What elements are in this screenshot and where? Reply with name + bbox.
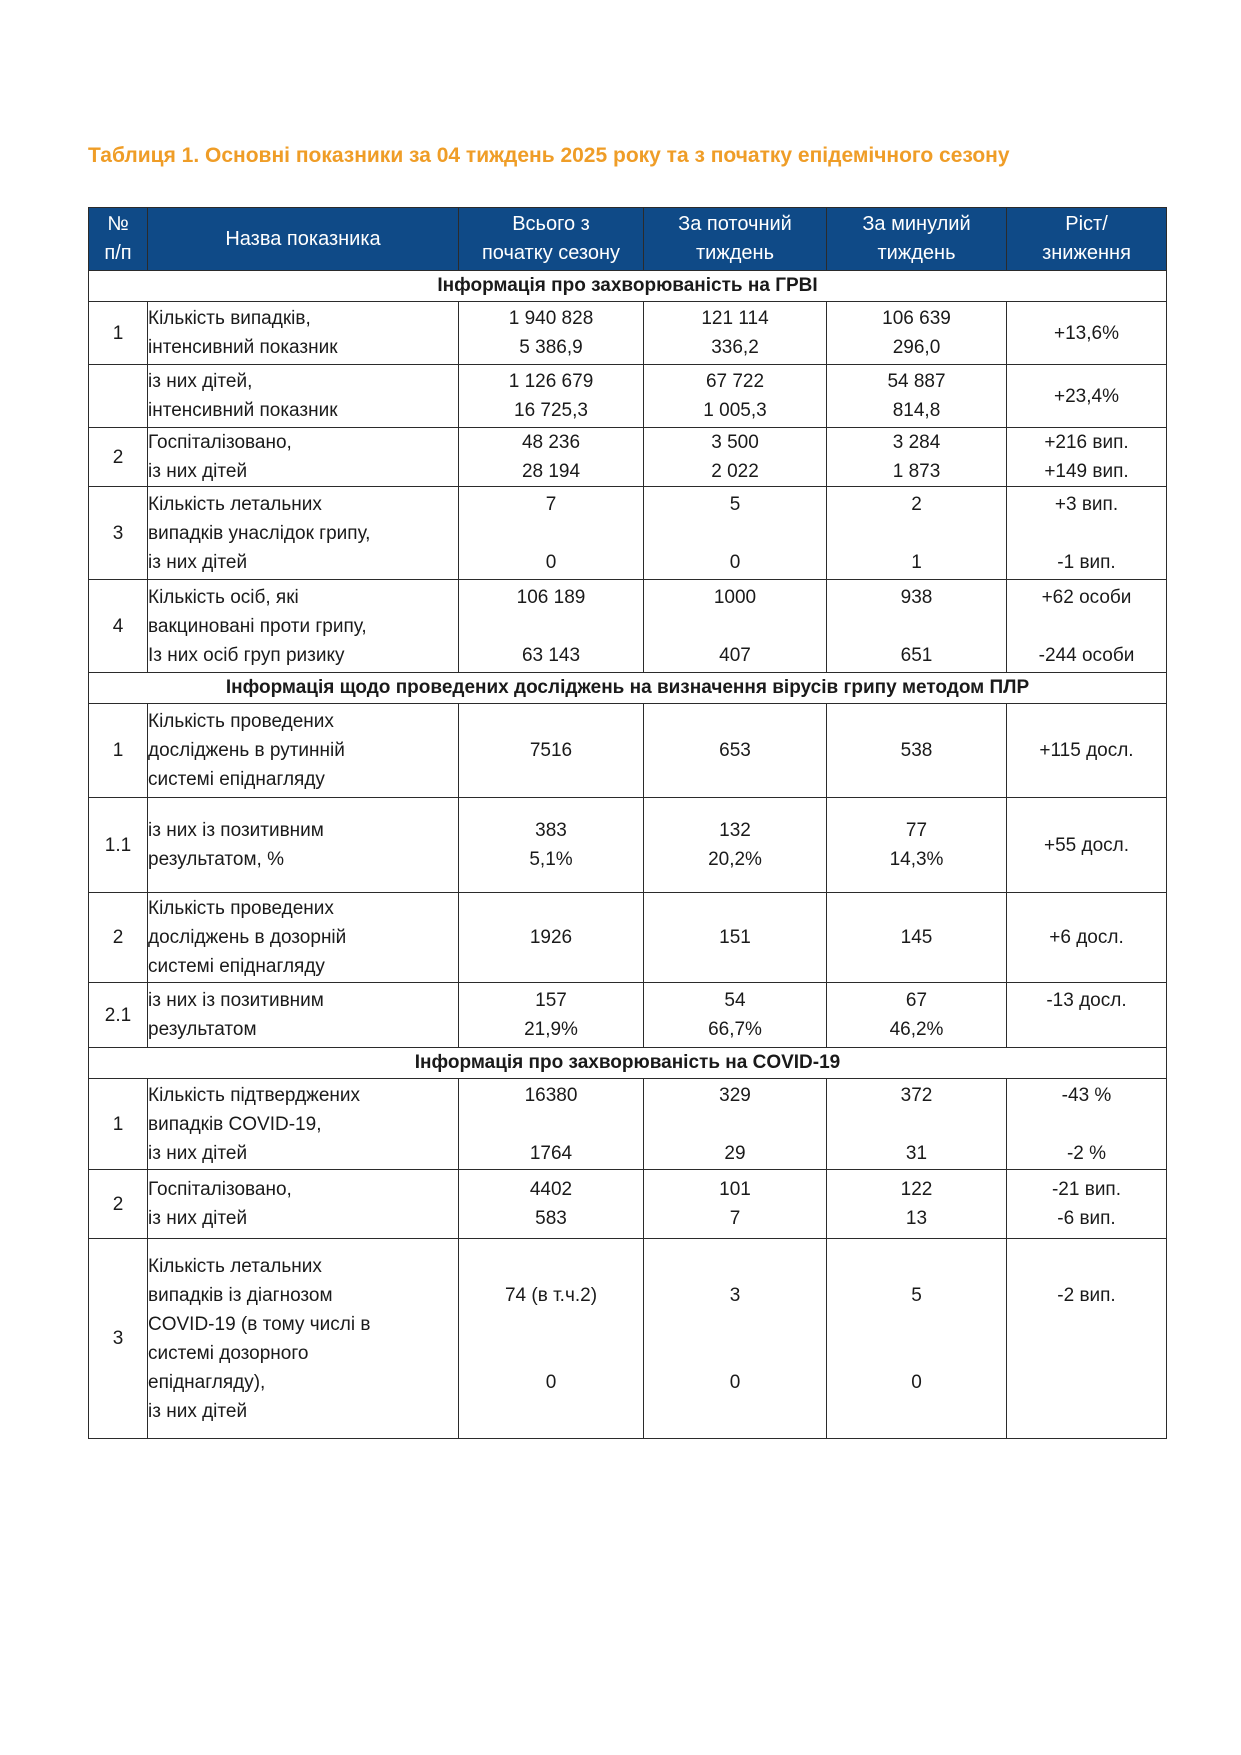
cell-line: 1 126 679 [508, 371, 594, 392]
indicator-name-cell [148, 487, 459, 580]
cell-line: 54 [724, 990, 746, 1011]
cell-line: 106 639 [882, 308, 951, 329]
cell-line: Кількість проведених [148, 711, 334, 732]
cell-line [644, 1310, 826, 1339]
table-row [89, 704, 1167, 798]
cell-line: 13 [905, 1208, 928, 1229]
row-number-cell [89, 798, 148, 893]
cell-line: 3 [112, 1328, 124, 1349]
column-header [827, 208, 1007, 271]
indicator-name-cell [148, 365, 459, 428]
row-number-cell [89, 893, 148, 983]
cell-line [89, 382, 147, 411]
cell-line: 28 194 [521, 461, 581, 482]
row-number-cell [89, 704, 148, 798]
cell-line: 651 [900, 644, 933, 666]
cell-line: 5 386,9 [519, 337, 583, 358]
cell-line: 0 [545, 551, 557, 573]
cell-line: 7516 [529, 740, 573, 761]
cell-line: 48 236 [521, 432, 581, 453]
column-header [644, 208, 827, 271]
cell-line: 296,0 [892, 337, 941, 358]
section-header-row [89, 1048, 1167, 1079]
column-header [89, 208, 148, 271]
cell-line: +3 вип. [1054, 493, 1119, 515]
change-cell [1007, 704, 1167, 798]
change-cell [1007, 798, 1167, 893]
cell-line: випадків унаслідок грипу, [148, 522, 371, 544]
cell-line: 4402 [529, 1179, 573, 1200]
cell-line: 1 [112, 740, 124, 761]
cell-line: 16380 [524, 1084, 578, 1106]
cell-line: 74 (в т.ч.2) [504, 1284, 598, 1306]
previous-week-cell [827, 365, 1007, 428]
cell-line: 1.1 [104, 834, 132, 856]
cell-line: 106 189 [516, 586, 586, 608]
cell-line: 5,1% [529, 849, 573, 870]
previous-week-cell [827, 704, 1007, 798]
cell-line: 2 022 [711, 461, 759, 482]
cell-line: 336,2 [711, 337, 759, 358]
cell-line: -6 вип. [1057, 1208, 1116, 1229]
indicator-name-cell [148, 798, 459, 893]
cell-line: 101 [719, 1179, 751, 1200]
cell-line: 1 [911, 551, 922, 573]
current-week-cell [644, 365, 827, 428]
total-season-cell [459, 1239, 644, 1439]
cell-line: 0 [729, 1371, 741, 1393]
section-title: Інформація про захворюваність на ГРВІ [89, 271, 1167, 302]
cell-line [827, 1339, 1006, 1368]
cell-line: із них дітей, [148, 371, 253, 392]
cell-line: тиждень [877, 242, 956, 264]
previous-week-cell [827, 1239, 1007, 1439]
current-week-cell [644, 487, 827, 580]
cell-line: 583 [535, 1208, 567, 1229]
cell-line: 31 [905, 1142, 928, 1164]
current-week-cell [644, 428, 827, 487]
cell-line: зниження [1042, 242, 1131, 264]
previous-week-cell [827, 893, 1007, 983]
cell-line: 67 [905, 990, 928, 1011]
cell-line: тиждень [696, 242, 774, 264]
cell-line: із них дітей [148, 461, 248, 482]
cell-line: випадків із діагнозом [148, 1284, 333, 1306]
current-week-cell [644, 798, 827, 893]
total-season-cell [459, 365, 644, 428]
change-cell [1007, 428, 1167, 487]
cell-line: 66,7% [708, 1019, 762, 1040]
cell-line: 1764 [529, 1142, 573, 1164]
total-season-cell [459, 983, 644, 1048]
cell-line: Госпіталізовано, [148, 432, 292, 453]
cell-line: Кількість летальних [148, 1255, 322, 1277]
cell-line: Назва показника [225, 227, 381, 250]
cell-line: 5 [911, 1284, 922, 1306]
cell-line [1007, 1339, 1166, 1368]
current-week-cell [644, 893, 827, 983]
current-week-cell [644, 1239, 827, 1439]
previous-week-cell [827, 580, 1007, 673]
cell-line: 4 [112, 615, 124, 637]
previous-week-cell [827, 798, 1007, 893]
change-cell [1007, 1170, 1167, 1239]
table-title: Таблиця 1. Основні показники за 04 тиждень 2025 року та з початку епідемічного сезону [88, 144, 1010, 167]
cell-line: 46,2% [889, 1019, 944, 1040]
indicator-name-cell [148, 302, 459, 365]
cell-line: 1 [112, 1113, 124, 1135]
cell-line: 0 [545, 1371, 557, 1393]
cell-line: 1926 [529, 927, 573, 948]
cell-line: 0 [729, 551, 741, 573]
row-number-cell [89, 580, 148, 673]
cell-line: -1 вип. [1057, 551, 1116, 573]
cell-line: 157 [535, 990, 567, 1011]
cell-line: із них із позитивним [148, 820, 324, 841]
cell-line [644, 1397, 826, 1426]
cell-line [1007, 1310, 1166, 1339]
cell-line: 20,2% [708, 849, 762, 870]
change-cell [1007, 893, 1167, 983]
current-week-cell [644, 302, 827, 365]
cell-line: +55 досл. [1043, 834, 1130, 856]
cell-line: 329 [719, 1084, 751, 1106]
change-cell [1007, 365, 1167, 428]
table-row [89, 487, 1167, 580]
section-title: Інформація про захворюваність на COVID-19 [89, 1048, 1167, 1079]
cell-line: Кількість підтверджених [148, 1084, 361, 1106]
cell-line: 54 887 [887, 371, 946, 392]
cell-line: +23,4% [1054, 385, 1119, 407]
cell-line: 2 [112, 1193, 124, 1215]
cell-line [459, 1397, 643, 1426]
previous-week-cell [827, 302, 1007, 365]
cell-line: 407 [719, 644, 751, 666]
indicator-name-cell [148, 893, 459, 983]
cell-line: із них дітей [148, 1400, 248, 1422]
total-season-cell [459, 1170, 644, 1239]
cell-line [827, 1252, 1006, 1281]
cell-line: 132 [719, 820, 751, 841]
current-week-cell [644, 983, 827, 1048]
table-row [89, 798, 1167, 893]
table-row [89, 580, 1167, 673]
cell-line: 16 725,3 [514, 400, 588, 421]
cell-line: Кількість осіб, які [148, 586, 299, 608]
previous-week-cell [827, 428, 1007, 487]
previous-week-cell [827, 1170, 1007, 1239]
cell-line: 67 722 [705, 371, 765, 392]
cell-line [644, 612, 826, 641]
cell-line: COVID-19 (в тому числі в [148, 1313, 371, 1335]
row-number-cell [89, 1079, 148, 1170]
row-number-cell [89, 983, 148, 1048]
cell-line: системі епіднагляду [148, 956, 325, 977]
total-season-cell [459, 428, 644, 487]
table-row [89, 893, 1167, 983]
column-header [459, 208, 644, 271]
cell-line: 2 [911, 493, 922, 515]
table-row [89, 1170, 1167, 1239]
current-week-cell [644, 1079, 827, 1170]
cell-line: 7 [545, 493, 557, 515]
row-number-cell [89, 1170, 148, 1239]
cell-line: системі епіднагляду [148, 769, 325, 790]
total-season-cell [459, 580, 644, 673]
cell-line: 3 284 [892, 432, 941, 453]
cell-line [1007, 1368, 1166, 1397]
cell-line: -2 вип. [1057, 1284, 1116, 1306]
cell-line [1007, 1110, 1166, 1139]
cell-line: -43 % [1061, 1084, 1112, 1106]
cell-line: За поточний [678, 213, 792, 235]
change-cell [1007, 1239, 1167, 1439]
indicators-table [88, 207, 1167, 1439]
cell-line: +13,6% [1054, 322, 1119, 344]
cell-line: досліджень в дозорній [148, 927, 347, 948]
cell-line: 2 [112, 927, 124, 948]
cell-line: Кількість випадків, [148, 308, 311, 329]
cell-line: інтенсивний показник [148, 400, 338, 421]
change-cell [1007, 302, 1167, 365]
cell-line: 1000 [713, 586, 757, 608]
cell-line: 145 [900, 927, 933, 948]
cell-line [459, 519, 643, 548]
cell-line [1007, 612, 1166, 641]
cell-line: 29 [724, 1142, 746, 1164]
cell-line: -13 досл. [1046, 990, 1127, 1011]
cell-line: 383 [535, 820, 567, 841]
cell-line: 1 873 [892, 461, 941, 482]
cell-line [459, 612, 643, 641]
cell-line: 63 143 [521, 644, 581, 666]
cell-line: +6 досл. [1049, 927, 1124, 948]
current-week-cell [644, 704, 827, 798]
cell-line: 2 [112, 446, 124, 468]
cell-line: із них дітей [148, 551, 248, 573]
cell-line: досліджень в рутинній [148, 740, 345, 761]
indicator-name-cell [148, 1239, 459, 1439]
column-header [1007, 208, 1167, 271]
cell-line [644, 1252, 826, 1281]
cell-line: п/п [104, 242, 132, 264]
current-week-cell [644, 1170, 827, 1239]
cell-line: 151 [719, 927, 751, 948]
cell-line: Із них осіб груп ризику [148, 644, 345, 666]
cell-line: результатом [148, 1019, 257, 1040]
cell-line: -2 % [1066, 1142, 1107, 1164]
cell-line: 122 [900, 1179, 933, 1200]
cell-line: -244 особи [1038, 644, 1135, 666]
section-title: Інформація щодо проведених досліджень на визначення вірусів грипу методом ПЛР [89, 673, 1167, 704]
cell-line: 7 [729, 1208, 741, 1229]
cell-line: 1 [112, 322, 124, 344]
cell-line: 3 500 [711, 432, 759, 453]
change-cell [1007, 487, 1167, 580]
cell-line [644, 1339, 826, 1368]
indicator-name-cell [148, 428, 459, 487]
cell-line [459, 1310, 643, 1339]
column-header [148, 208, 459, 271]
table-row [89, 1239, 1167, 1439]
table-row [89, 1079, 1167, 1170]
cell-line [459, 1252, 643, 1281]
cell-line: епіднагляду), [148, 1371, 266, 1393]
cell-line: 21,9% [524, 1019, 578, 1040]
cell-line: із них дітей [148, 1142, 248, 1164]
row-number-cell [89, 302, 148, 365]
cell-line: 3 [112, 522, 124, 544]
cell-line [644, 1110, 826, 1139]
cell-line [827, 519, 1006, 548]
indicator-name-cell [148, 983, 459, 1048]
cell-line: +115 досл. [1039, 740, 1134, 761]
cell-line: 1 005,3 [703, 400, 767, 421]
total-season-cell [459, 893, 644, 983]
cell-line: Госпіталізовано, [148, 1179, 292, 1200]
cell-line: результатом, % [148, 849, 285, 870]
cell-line: 77 [905, 820, 928, 841]
cell-line: 2.1 [104, 1004, 132, 1026]
cell-line: 14,3% [889, 849, 944, 870]
table-row [89, 428, 1167, 487]
cell-line: із них дітей [148, 1208, 248, 1229]
change-cell [1007, 983, 1167, 1048]
cell-line: Ріст/ [1065, 213, 1108, 235]
cell-line: -21 вип. [1051, 1179, 1121, 1200]
cell-line: 372 [900, 1084, 933, 1106]
cell-line: Кількість проведених [148, 898, 334, 919]
cell-line [1007, 1015, 1166, 1044]
change-cell [1007, 580, 1167, 673]
total-season-cell [459, 1079, 644, 1170]
cell-line: +216 вип. [1044, 432, 1129, 453]
cell-line: системі дозорного [148, 1342, 309, 1364]
table-row [89, 983, 1167, 1048]
previous-week-cell [827, 983, 1007, 1048]
cell-line: +149 вип. [1044, 461, 1129, 482]
cell-line: 5 [729, 493, 741, 515]
cell-line [1007, 1397, 1166, 1426]
cell-line: 653 [719, 740, 751, 761]
previous-week-cell [827, 1079, 1007, 1170]
indicator-name-cell [148, 580, 459, 673]
cell-line: 3 [729, 1284, 741, 1306]
previous-week-cell [827, 487, 1007, 580]
cell-line: +62 особи [1041, 586, 1132, 608]
cell-line [459, 1110, 643, 1139]
table-row [89, 302, 1167, 365]
indicator-name-cell [148, 1170, 459, 1239]
cell-line [1007, 1252, 1166, 1281]
cell-line [827, 612, 1006, 641]
row-number-cell [89, 487, 148, 580]
cell-line: За минулий [862, 213, 971, 235]
change-cell [1007, 1079, 1167, 1170]
cell-line: 814,8 [892, 400, 941, 421]
row-number-cell [89, 428, 148, 487]
cell-line: Всього з [512, 213, 590, 235]
cell-line: вакциновані проти грипу, [148, 615, 367, 637]
table-row [89, 365, 1167, 428]
cell-line: 538 [900, 740, 933, 761]
cell-line: 121 114 [701, 308, 769, 329]
total-season-cell [459, 487, 644, 580]
cell-line [644, 519, 826, 548]
cell-line: із них із позитивним [148, 990, 324, 1011]
cell-line: Кількість летальних [148, 493, 322, 515]
cell-line: № [107, 213, 129, 235]
total-season-cell [459, 302, 644, 365]
cell-line: 0 [911, 1371, 922, 1393]
cell-line [1007, 519, 1166, 548]
total-season-cell [459, 704, 644, 798]
cell-line [827, 1110, 1006, 1139]
section-header-row [89, 271, 1167, 302]
row-number-cell [89, 1239, 148, 1439]
header-row [89, 208, 1167, 271]
cell-line [827, 1310, 1006, 1339]
cell-line: випадків COVID-19, [148, 1113, 322, 1135]
section-header-row [89, 673, 1167, 704]
indicator-name-cell [148, 704, 459, 798]
cell-line: 938 [900, 586, 933, 608]
indicator-name-cell [148, 1079, 459, 1170]
cell-line: початку сезону [481, 242, 621, 264]
current-week-cell [644, 580, 827, 673]
cell-line: інтенсивний показник [148, 337, 338, 358]
total-season-cell [459, 798, 644, 893]
cell-line [459, 1339, 643, 1368]
cell-line [827, 1397, 1006, 1426]
cell-line: 1 940 828 [508, 308, 594, 329]
row-number-cell [89, 365, 148, 428]
